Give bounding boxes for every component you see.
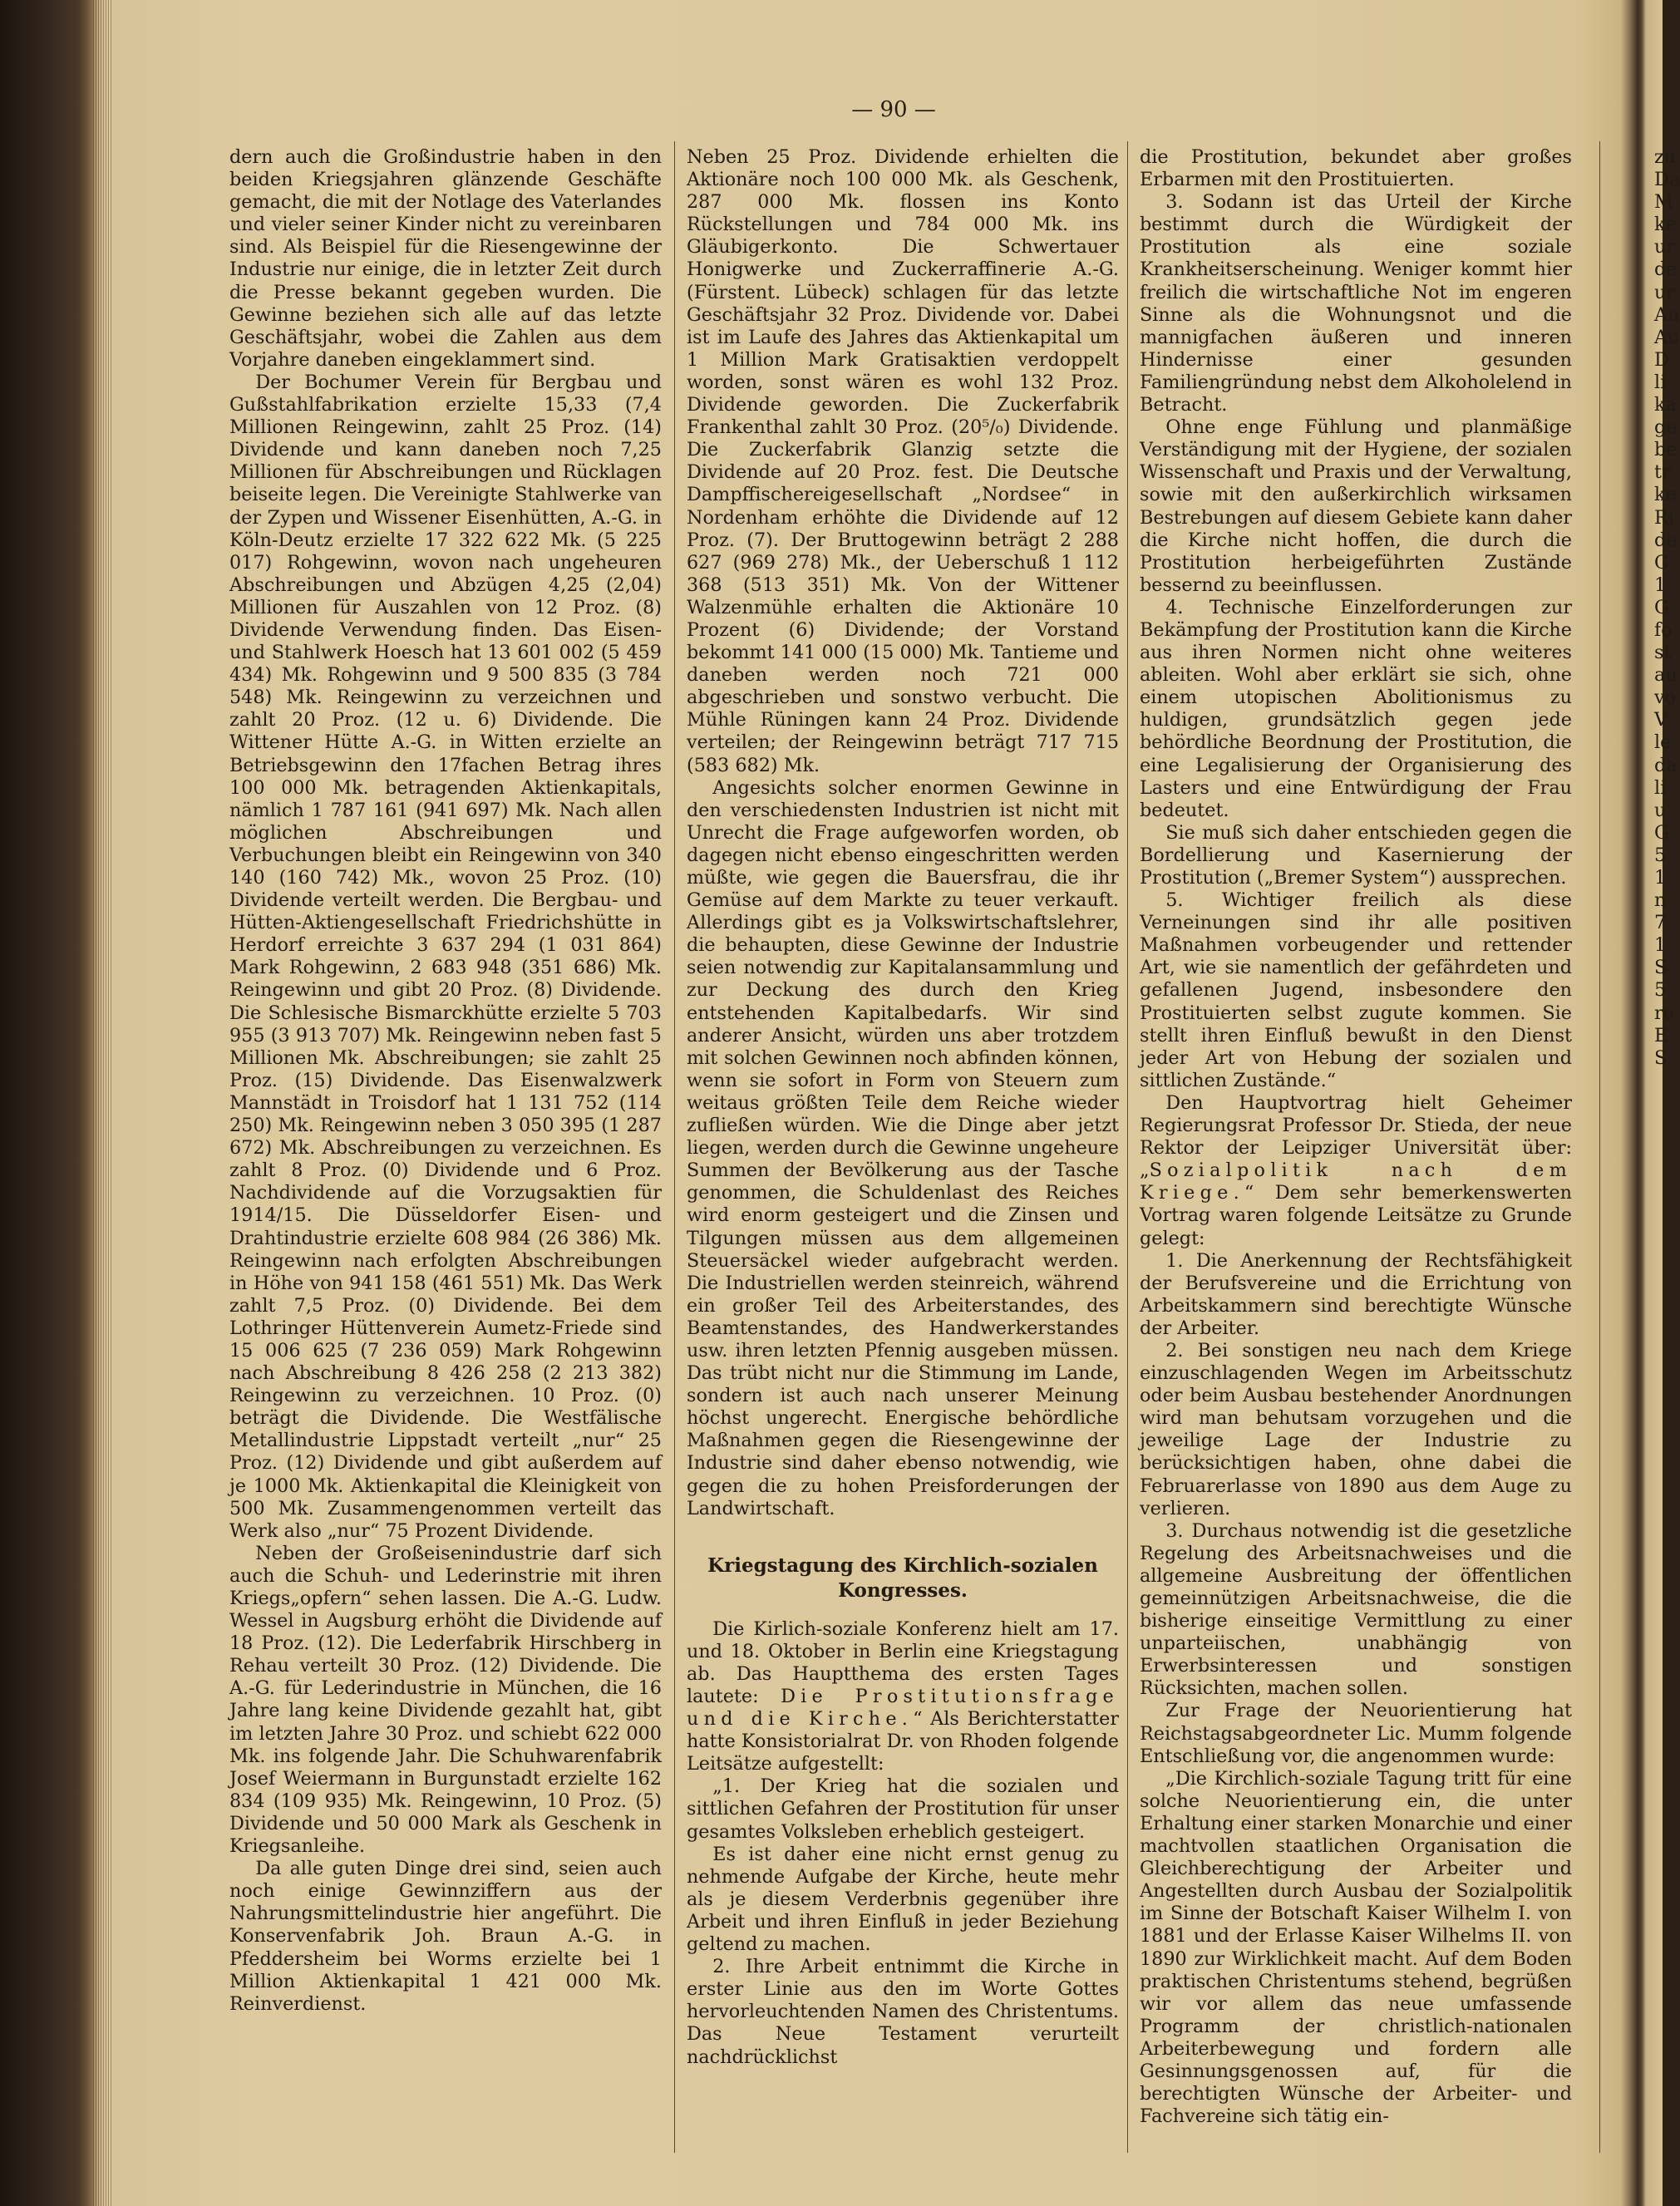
- paragraph: 3. Sodann ist das Urteil der Kirche bestimmt durch die Würdigkeit der Prostitution als eine soziale Krankheitserscheinung. Weniger kommt hier freilich die wirtschaftliche Not im engeren Sinne als die Wohnungsnot und die mannigfachen äußeren und inneren Hindernisse einer gesunden Familiengründung nebst dem Alkoholelend in Betracht.: [1140, 191, 1572, 416]
- paragraph: 5. Wichtiger freilich als diese Verneinungen sind ihr alle positiven Maßnahmen vorbeugender und rettender Art, wie sie namentlich der gefährdeten und gefallenen Jugend, insbesondere den Prostituierten selbst zugute kommen. Sie stellt ihren Einfluß bewußt in den Dienst jeder Art von Hebung der sozialen und sittlichen Zustände.“: [1140, 889, 1572, 1091]
- paragraph: „1. Der Krieg hat die sozialen und sittlichen Gefahren der Prostitution für unser gesamtes Volksleben erheblich gesteigert.: [687, 1775, 1119, 1843]
- paragraph: „Die Kirchlich-soziale Tagung tritt für eine solche Neuorientierung ein, die unter Erhaltung einer starken Monarchie und einer machtvollen staatlichen Organisation die Gleichberechtigung der Arbeiter und Angestellten durch Ausbau der Sozialpolitik im Sinne der Botschaft Kaiser Wilhelm I. von 1881 und der Erlasse Kaiser Wilhelms II. von 1890 zur Wirklichkeit macht. Auf dem Boden praktischen Christentums stehend, begrüßen wir vor allem das neue umfassende Programm der christlich-nationalen Arbeiterbewegung und fordern alle Gesinnungsgenossen auf, für die berechtigten Wünsche der Arbeiter- und Fachvereine sich tätig ein-: [1140, 1767, 1572, 2128]
- spaced-title: Die Prostitutionsfrage und die Kirche.: [687, 1686, 1120, 1731]
- paragraph: dern auch die Großindustrie haben in den beiden Kriegsjahren glänzende Geschäfte gemacht, die mit der Notlage des Vaterlandes und vieler seiner Kinder nicht zu vereinbaren sind. Als Beispiel für die Riesengewinne der Industrie nur einige, die in letzter Zeit durch die Presse bekannt gegeben wurden. Die Gewinne beziehen sich alle auf das letzte Geschäftsjahr, wobei die Zahlen aus dem Vorjahre daneben eingeklammert sind.: [229, 146, 662, 371]
- text-column-3: [1140, 146, 1572, 2128]
- spaced-title: Sozialpolitik nach dem Kriege.: [1140, 1160, 1572, 1204]
- paragraph: Der Bochumer Verein für Bergbau und Gußstahlfabrikation erzielte 15,33 (7,4 Millionen Reingewinn, zahlt 25 Proz. (14) Dividende und kann daneben noch 7,25 Millionen für Abschreibungen und Rücklagen beiseite legen. Die Vereinigte Stahlwerke van der Zypen und Wissener Eisenhütten, A.-G. in Köln-Deutz erzielte 17 322 622 Mk. (5 225 017) Rohgewinn, wovon nach ungeheuren Abschreibungen und Abzügen 4,25 (2,04) Millionen für Auszahlen von 12 Proz. (8) Dividende Verwendung finden. Das Eisen- und Stahlwerk Hoesch hat 13 601 002 (5 459 434) Mk. Rohgewinn und 9 500 835 (3 784 548) Mk. Reingewinn zu verzeichnen und zahlt 20 Proz. (12 u. 6) Dividende. Die Wittener Hütte A.-G. in Witten erzielte an Betriebsgewinn den 17fachen Betrag ihres 100 000 Mk. betragenden Aktienkapitals, nämlich 1 787 161 (941 697) Mk. Nach allen möglichen Abschreibungen und Verbuchungen bleibt ein Reingewinn von 340 140 (160 742) Mk., wovon 25 Proz. (10) Dividende verteilt werden. Die Bergbau- und Hütten-Aktiengesellschaft Friedrichshütte in Herdorf erreichte 3 637 294 (1 031 864) Mark Rohgewinn, 2 683 948 (351 686) Mk. Reingewinn und gibt 20 Proz. (8) Dividende. Die Schlesische Bismarckhütte erzielte 5 703 955 (3 913 707) Mk. Reingewinn neben fast 5 Millionen Mk. Abschreibungen; sie zahlt 25 Proz. (15) Dividende. Das Eisenwalzwerk Mannstädt in Troisdorf hat 1 131 752 (114 250) Mk. Reingewinn neben 3 050 395 (1 287 672) Mk. Abschreibungen zu verzeichnen. Es zahlt 8 Proz. (0) Dividende und 6 Proz. Nachdividende auf die Vorzugsaktien für 1914/15. Die Düsseldorfer Eisen- und Drahtindustrie erzielte 608 984 (26 386) Mk. Reingewinn nach erfolgten Abschreibungen in Höhe von 941 158 (461 551) Mk. Das Werk zahlt 7,5 Proz. (0) Dividende. Bei dem Lothringer Hüttenverein Aumetz-Friede sind 15 006 625 (7 236 059) Mark Rohgewinn nach Abschreibung 8 426 258 (2 213 382) Reingewinn zu verzeichnen. 10 Proz. (0) beträgt die Dividende. Die Westfälische Metallindustrie Lippstadt verteilt „nur“ 25 Proz. (12) Dividende und gibt außerdem auf je 1000 Mk. Aktienkapital die Kleinigkeit von 500 Mk. Zusammengenommen verteilt das Werk also „nur“ 75 Prozent Dividende.: [229, 371, 662, 1542]
- column-rule: [1599, 141, 1600, 2153]
- paragraph: 3. Durchaus notwendig ist die gesetzliche Regelung des Arbeitsnachweises und die allgemeine Ausbreitung der öffentlichen gemeinnützigen Arbeitsnachweise, die die bisherige einseitige Vermittlung zu einer unparteiischen, unabhängig von Erwerbsinteressen und sonstigen Rücksichten, machen sollen.: [1140, 1519, 1572, 1700]
- next-page-column-fragment: [1654, 146, 1680, 1070]
- paragraph: die Prostitution, bekundet aber großes Erbarmen mit den Prostituierten.: [1140, 146, 1572, 191]
- page-number: — 90 —: [851, 97, 936, 122]
- paragraph: Neben 25 Proz. Dividende erhielten die Aktionäre noch 100 000 Mk. als Geschenk, 287 000 Mk. flossen ins Konto Rückstellungen und 784 000 Mk. ins Gläubigerkonto. Die Schwertauer Honigwerke und Zuckerraffinerie A.-G. (Fürstent. Lübeck) schlagen für das letzte Geschäftsjahr 32 Proz. Dividende vor. Dabei ist im Laufe des Jahres das Aktienkapital um 1 Million Mark Gratisaktien verdoppelt worden, sonst wären es wohl 132 Proz. Dividende geworden. Die Zuckerfabrik Frankenthal zahlt 30 Proz. (20⁵/₀) Dividende. Die Zuckerfabrik Glanzig setzte die Dividende auf 20 Proz. fest. Die Deutsche Dampffischereigesellschaft „Nordsee“ in Nordenham erhöhte die Dividende auf 12 Proz. (7). Der Bruttogewinn beträgt 2 288 627 (969 278) Mk., der Ueberschuß 1 112 368 (513 351) Mk. Von der Wittener Walzenmühle erhalten die Aktionäre 10 Prozent (6) Dividende; der Vorstand bekommt 141 000 (15 000) Mk. Tantieme und daneben werden noch 721 000 abgeschrieben und sonstwo verbucht. Die Mühle Rüningen kann 24 Proz. Dividende verteilen; der Reingewinn beträgt 717 715 (583 682) Mk.: [687, 146, 1119, 776]
- column-rule: [1127, 141, 1128, 2153]
- text-run: “ Als Berichterstatter hatte Konsistorialrat Dr. von Rhoden folgende Leitsätze aufgestellt:: [687, 1708, 1119, 1775]
- paragraph: 2. Ihre Arbeit entnimmt die Kirche in erster Linie aus den im Worte Gottes hervorleuchtenden Namen des Christentums. Das Neue Testament verurteilt nachdrücklichst: [687, 1956, 1119, 2068]
- section-heading: Kriegstagung des Kirchlich-sozialen Kongresses.: [707, 1554, 1098, 1602]
- text-column-1: [229, 146, 662, 2016]
- text-run: “ Dem sehr bemerkenswerten Vortrag waren folgende Leitsätze zu Grunde gelegt:: [1140, 1182, 1572, 1249]
- paragraph: 4. Technische Einzelforderungen zur Bekämpfung der Prostitution kann die Kirche aus ihren Normen nicht ohne weiteres ableiten. Wohl aber erklärt sie sich, ohne einem utopischen Abolitionismus zu huldigen, grundsätzlich gegen jede behördliche Beordnung der Prostitution, die eine Legalisierung der Organisierung des Lasters und eine Entwürdigung der Frau bedeutet.: [1140, 596, 1572, 821]
- paragraph: Angesichts solcher enormen Gewinne in den verschiedensten Industrien ist nicht mit Unrecht die Frage aufgeworfen worden, ob dagegen nicht ebenso eingeschritten werden müßte, wie gegen die Bauersfrau, die ihr Gemüse auf dem Markte zu teuer verkauft. Allerdings gibt es ja Volkswirtschaftslehrer, die behaupten, diese Gewinne der Industrie seien notwendig zur Kapitalansammlung und zur Deckung des durch den Krieg entstehenden Kapitalbedarfs. Wir sind anderer Ansicht, würden uns aber trotzdem mit solchen Gewinnen noch abfinden können, wenn sie sofort in Form von Steuern zum weitaus größten Teile dem Reiche wieder zufließen würden. Wie die Dinge aber jetzt liegen, werden durch die Gewinne ungeheure Summen der Bevölkerung aus der Tasche genommen, die Schuldenlast des Reiches wird enorm gesteigert und die Zinsen und Tilgungen müssen aus dem allgemeinen Steuersäckel wieder aufgebracht werden. Die Industriellen werden steinreich, während ein großer Teil des Arbeiterstandes, des Beamtenstandes, des Handwerkerstandes usw. ihren letzten Pfennig ausgeben müssen. Das trübt nicht nur die Stimmung im Lande, sondern ist auch nach unserer Meinung höchst ungerecht. Energische behördliche Maßnahmen gegen die Riesengewinne der Industrie sind daher ebenso notwendig, wie gegen die zu hohen Preisforderungen der Landwirtschaft.: [687, 776, 1119, 1519]
- text-run: Die Kirlich-soziale Konferenz hielt am 17. und 18. Oktober in Berlin eine Kriegstagung ab. Das Hauptthema des ersten Tages lautete:: [687, 1618, 1119, 1707]
- column-rule: [674, 141, 675, 2153]
- paragraph: Neben der Großeisenindustrie darf sich auch die Schuh- und Lederinstrie mit ihren Kriegs„opfern“ sehen lassen. Die A.-G. Ludw. Wessel in Augsburg erhöht die Dividende auf 18 Proz. (12). Die Lederfabrik Hirschberg in Rehau verteilt 30 Proz. (12) Dividende. Die A.-G. für Lederindustrie in München, die 16 Jahre lang keine Dividende gezahlt hat, gibt im letzten Jahre 30 Proz. und schiebt 622 000 Mk. ins folgende Jahr. Die Schuhwarenfabrik Josef Weiermann in Burgunstadt erzielte 162 834 (109 935) Mk. Reingewinn, 10 Proz. (5) Dividende und 50 000 Mark als Geschenk in Kriegsanleihe.: [229, 1542, 662, 1858]
- text-column-2: [687, 146, 1119, 2069]
- paragraph: Ohne enge Fühlung und planmäßige Verständigung mit der Hygiene, der sozialen Wissenschaft und Praxis und der Verwaltung, sowie mit den außerkirchlich wirksamen Bestrebungen auf diesem Gebiete kann daher die Kirche nicht hoffen, die durch die Prostitution herbeigeführten Zustände bessernd zu beeinflussen.: [1140, 416, 1572, 596]
- paragraph: 1. Die Anerkennung der Rechtsfähigkeit der Berufsvereine und die Errichtung von Arbeitskammern sind berechtigte Wünsche der Arbeiter.: [1140, 1249, 1572, 1339]
- paragraph: Zur Frage der Neuorientierung hat Reichstagsabgeordneter Lic. Mumm folgende Entschließung vor, die angenommen wurde:: [1140, 1700, 1572, 1767]
- paragraph: Da alle guten Dinge drei sind, seien auch noch einige Gewinnziffern aus der Nahrungsmittelindustrie hier angeführt. Die Konservenfabrik Joh. Braun A.-G. in Pfeddersheim bei Worms erzielte bei 1 Million Aktienkapital 1 421 000 Mk. Reinverdienst.: [229, 1858, 662, 2015]
- paragraph: 2. Bei sonstigen neu nach dem Kriege einzuschlagenden Wegen im Arbeitsschutz oder beim Ausbau bestehender Anordnungen wird man behutsam vorzugehen und die jeweilige Lage der Industrie zu berücksichtigen haben, ohne dabei die Februarerlasse von 1890 aus dem Auge zu verlieren.: [1140, 1339, 1572, 1519]
- paragraph: [687, 1618, 1119, 1776]
- paragraph: Es ist daher eine nicht ernst genug zu nehmende Aufgabe der Kirche, heute mehr als je diesem Verderbnis gegenüber ihre Arbeit und ihren Einfluß in jeder Beziehung geltend zu machen.: [687, 1843, 1119, 1956]
- text-run: Den Hauptvortrag hielt Geheimer Regierungsrat Professor Dr. Stieda, der neue Rektor der Leipziger Universität über: „: [1140, 1091, 1572, 1182]
- book-page-edges: [93, 0, 111, 2206]
- paragraph: Sie muß sich daher entschieden gegen die Bordellierung und Kasernierung der Prostitution („Bremer System“) aussprechen.: [1140, 821, 1572, 889]
- paragraph: [1140, 1092, 1572, 1250]
- paragraph: zu Da M ke ur de ur Au Au D li ka ge be tr ke Ri de G 1 G fo st au vo V le da li u G 5 1 n 7 1 S 5 re E S: [1654, 146, 1680, 1069]
